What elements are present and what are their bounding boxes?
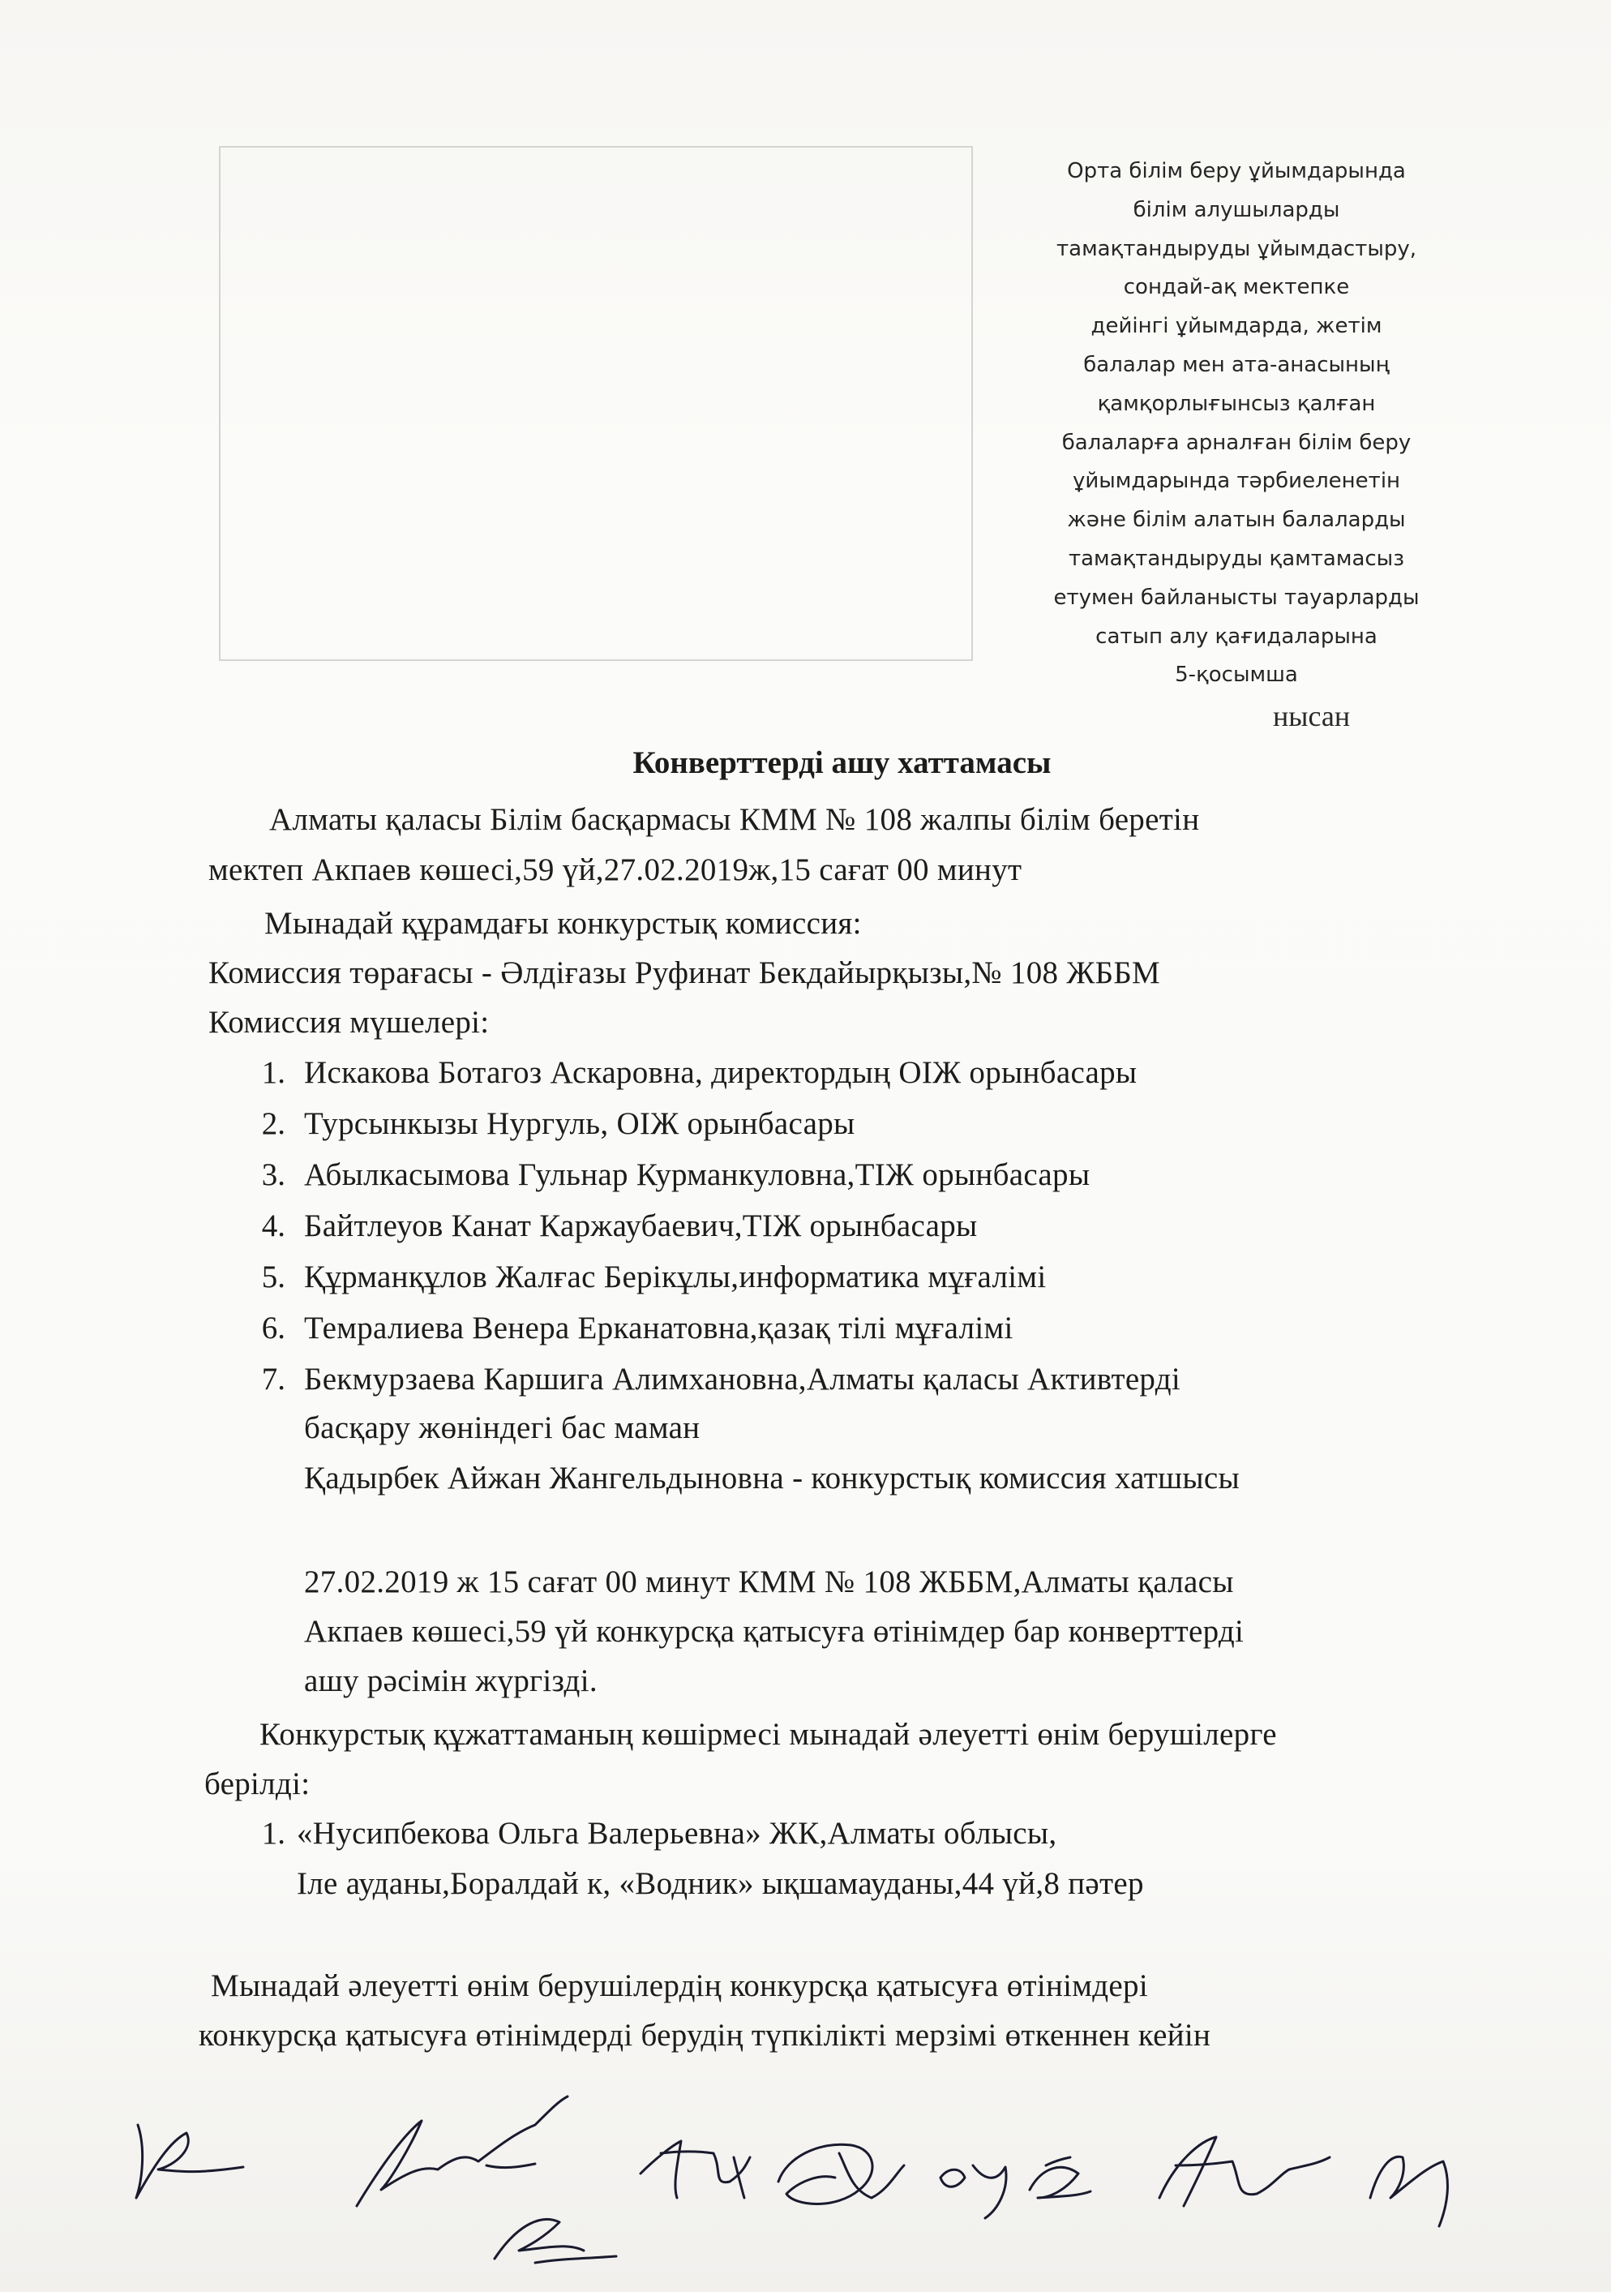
appendix-line: дейінгі ұйымдарда, жетім xyxy=(1090,314,1382,339)
signature-2 xyxy=(357,2096,568,2206)
member-name: Бекмурзаева Каршига Алимхановна,Алматы қаласы Активтерді xyxy=(304,1362,1180,1397)
opening-line: ашу рәсімін жүргізді. xyxy=(304,1663,598,1698)
appendix-line: ұйымдарында тәрбиеленетін xyxy=(1072,469,1401,494)
appendix-line: балалар мен ата-анасының xyxy=(1083,352,1390,377)
appendix-line: етумен байланысты тауарларды xyxy=(1053,585,1420,610)
copies-line: берілді: xyxy=(204,1766,311,1801)
appendix-line: Орта білім беру ұйымдарында xyxy=(1067,159,1406,183)
appendix-line: қамқорлығынсыз қалған xyxy=(1097,391,1376,416)
member-name: Искакова Ботагоз Аскаровна, директордың ОІЖ орынбасары xyxy=(304,1055,1138,1090)
signature-8 xyxy=(1159,2137,1330,2206)
appendix-line: және білім алатын балаларды xyxy=(1067,508,1406,533)
appendix-line: тамақтандыруды ұйымдастыру, xyxy=(1056,236,1417,261)
list-number: 4. xyxy=(261,1208,285,1243)
appendix-line: сондай-ақ мектепке xyxy=(1123,275,1350,300)
member-name: Темралиева Венера Ерканатовна,қазақ тілі мұғалімі xyxy=(304,1311,1013,1345)
commission-intro: Мынадай құрамдағы конкурстық комиссия: xyxy=(264,906,862,941)
member-name: Турсынкызы Нургуль, ОІЖ орынбасары xyxy=(304,1106,855,1141)
appendix-line: балаларға арналған білім беру xyxy=(1061,430,1412,455)
intro-line: Алматы қаласы Білім басқармасы КММ № 108 жалпы білім беретін xyxy=(269,802,1200,837)
commission-secretary: Қадырбек Айжан Жангельдыновна - конкурстық комиссия хатшысы xyxy=(304,1461,1240,1496)
signatures-row xyxy=(0,2076,1611,2292)
opening-line: 27.02.2019 ж 15 сағат 00 минут КММ № 108 ЖББМ,Алматы қаласы xyxy=(304,1564,1234,1599)
signature-9 xyxy=(1370,2157,1447,2226)
blank-frame xyxy=(219,146,973,661)
signature-4 xyxy=(641,2141,750,2198)
members-label: Комиссия мүшелері: xyxy=(208,1005,490,1040)
list-number: 2. xyxy=(261,1106,285,1141)
signature-6 xyxy=(940,2165,1006,2218)
form-label: нысан xyxy=(1273,700,1351,732)
list-number: 1. xyxy=(261,1816,285,1851)
member-continuation: басқару жөніндегі бас маман xyxy=(304,1410,701,1445)
appendix-line: сатып алу қағидаларына xyxy=(1095,624,1377,649)
list-number: 6. xyxy=(261,1311,285,1345)
member-name: Байтлеуов Канат Каржаубаевич,ТІЖ орынбасары xyxy=(304,1208,978,1243)
member-name: Құрманқұлов Жалғас Берікұлы,информатика мұғалімі xyxy=(304,1260,1047,1294)
appendix-line: білім алушыларды xyxy=(1133,197,1340,222)
signature-3 xyxy=(495,2219,616,2263)
member-name: Абылкасымова Гульнар Курманкуловна,ТІЖ орынбасары xyxy=(304,1157,1090,1192)
signature-5 xyxy=(778,2144,904,2204)
commission-chair: Комиссия төрағасы - Әлдіғазы Руфинат Бекдайырқызы,№ 108 ЖББМ xyxy=(208,955,1161,990)
signature-7 xyxy=(1030,2157,1090,2198)
late-line: конкурсқа қатысуға өтінімдерді берудің түпкілікті мерзімі өткеннен кейін xyxy=(199,2018,1211,2053)
signatures-svg xyxy=(0,2076,1611,2292)
list-number: 1. xyxy=(261,1055,285,1090)
supplier-address: Іле ауданы,Боралдай к, «Водник» ықшамауданы,44 үй,8 пәтер xyxy=(297,1866,1144,1901)
appendix-note xyxy=(1009,152,1463,695)
list-number: 3. xyxy=(261,1157,285,1192)
opening-line: Акпаев көшесі,59 үй конкурсқа қатысуға өтінімдер бар конверттерді xyxy=(304,1614,1245,1649)
copies-line: Конкурстық құжаттаманың көшірмесі мынадай әлеуетті өнім берушілерге xyxy=(259,1717,1277,1752)
supplier-name: «Нусипбекова Ольга Валерьевна» ЖК,Алматы облысы, xyxy=(297,1816,1057,1851)
late-line: Мынадай әлеуетті өнім берушілердің конкурсқа қатысуға өтінімдері xyxy=(211,1968,1148,2003)
signature-1 xyxy=(136,2125,243,2198)
document-title: Конверттерді ашу хаттамасы xyxy=(632,745,1052,780)
list-number: 7. xyxy=(261,1362,285,1397)
intro-line: мектеп Акпаев көшесі,59 үй,27.02.2019ж,15 сағат 00 минут xyxy=(208,852,1022,887)
list-number: 5. xyxy=(261,1260,285,1294)
appendix-line: 5-қосымша xyxy=(1175,663,1298,688)
appendix-line: тамақтандыруды қамтамасыз xyxy=(1068,546,1405,571)
